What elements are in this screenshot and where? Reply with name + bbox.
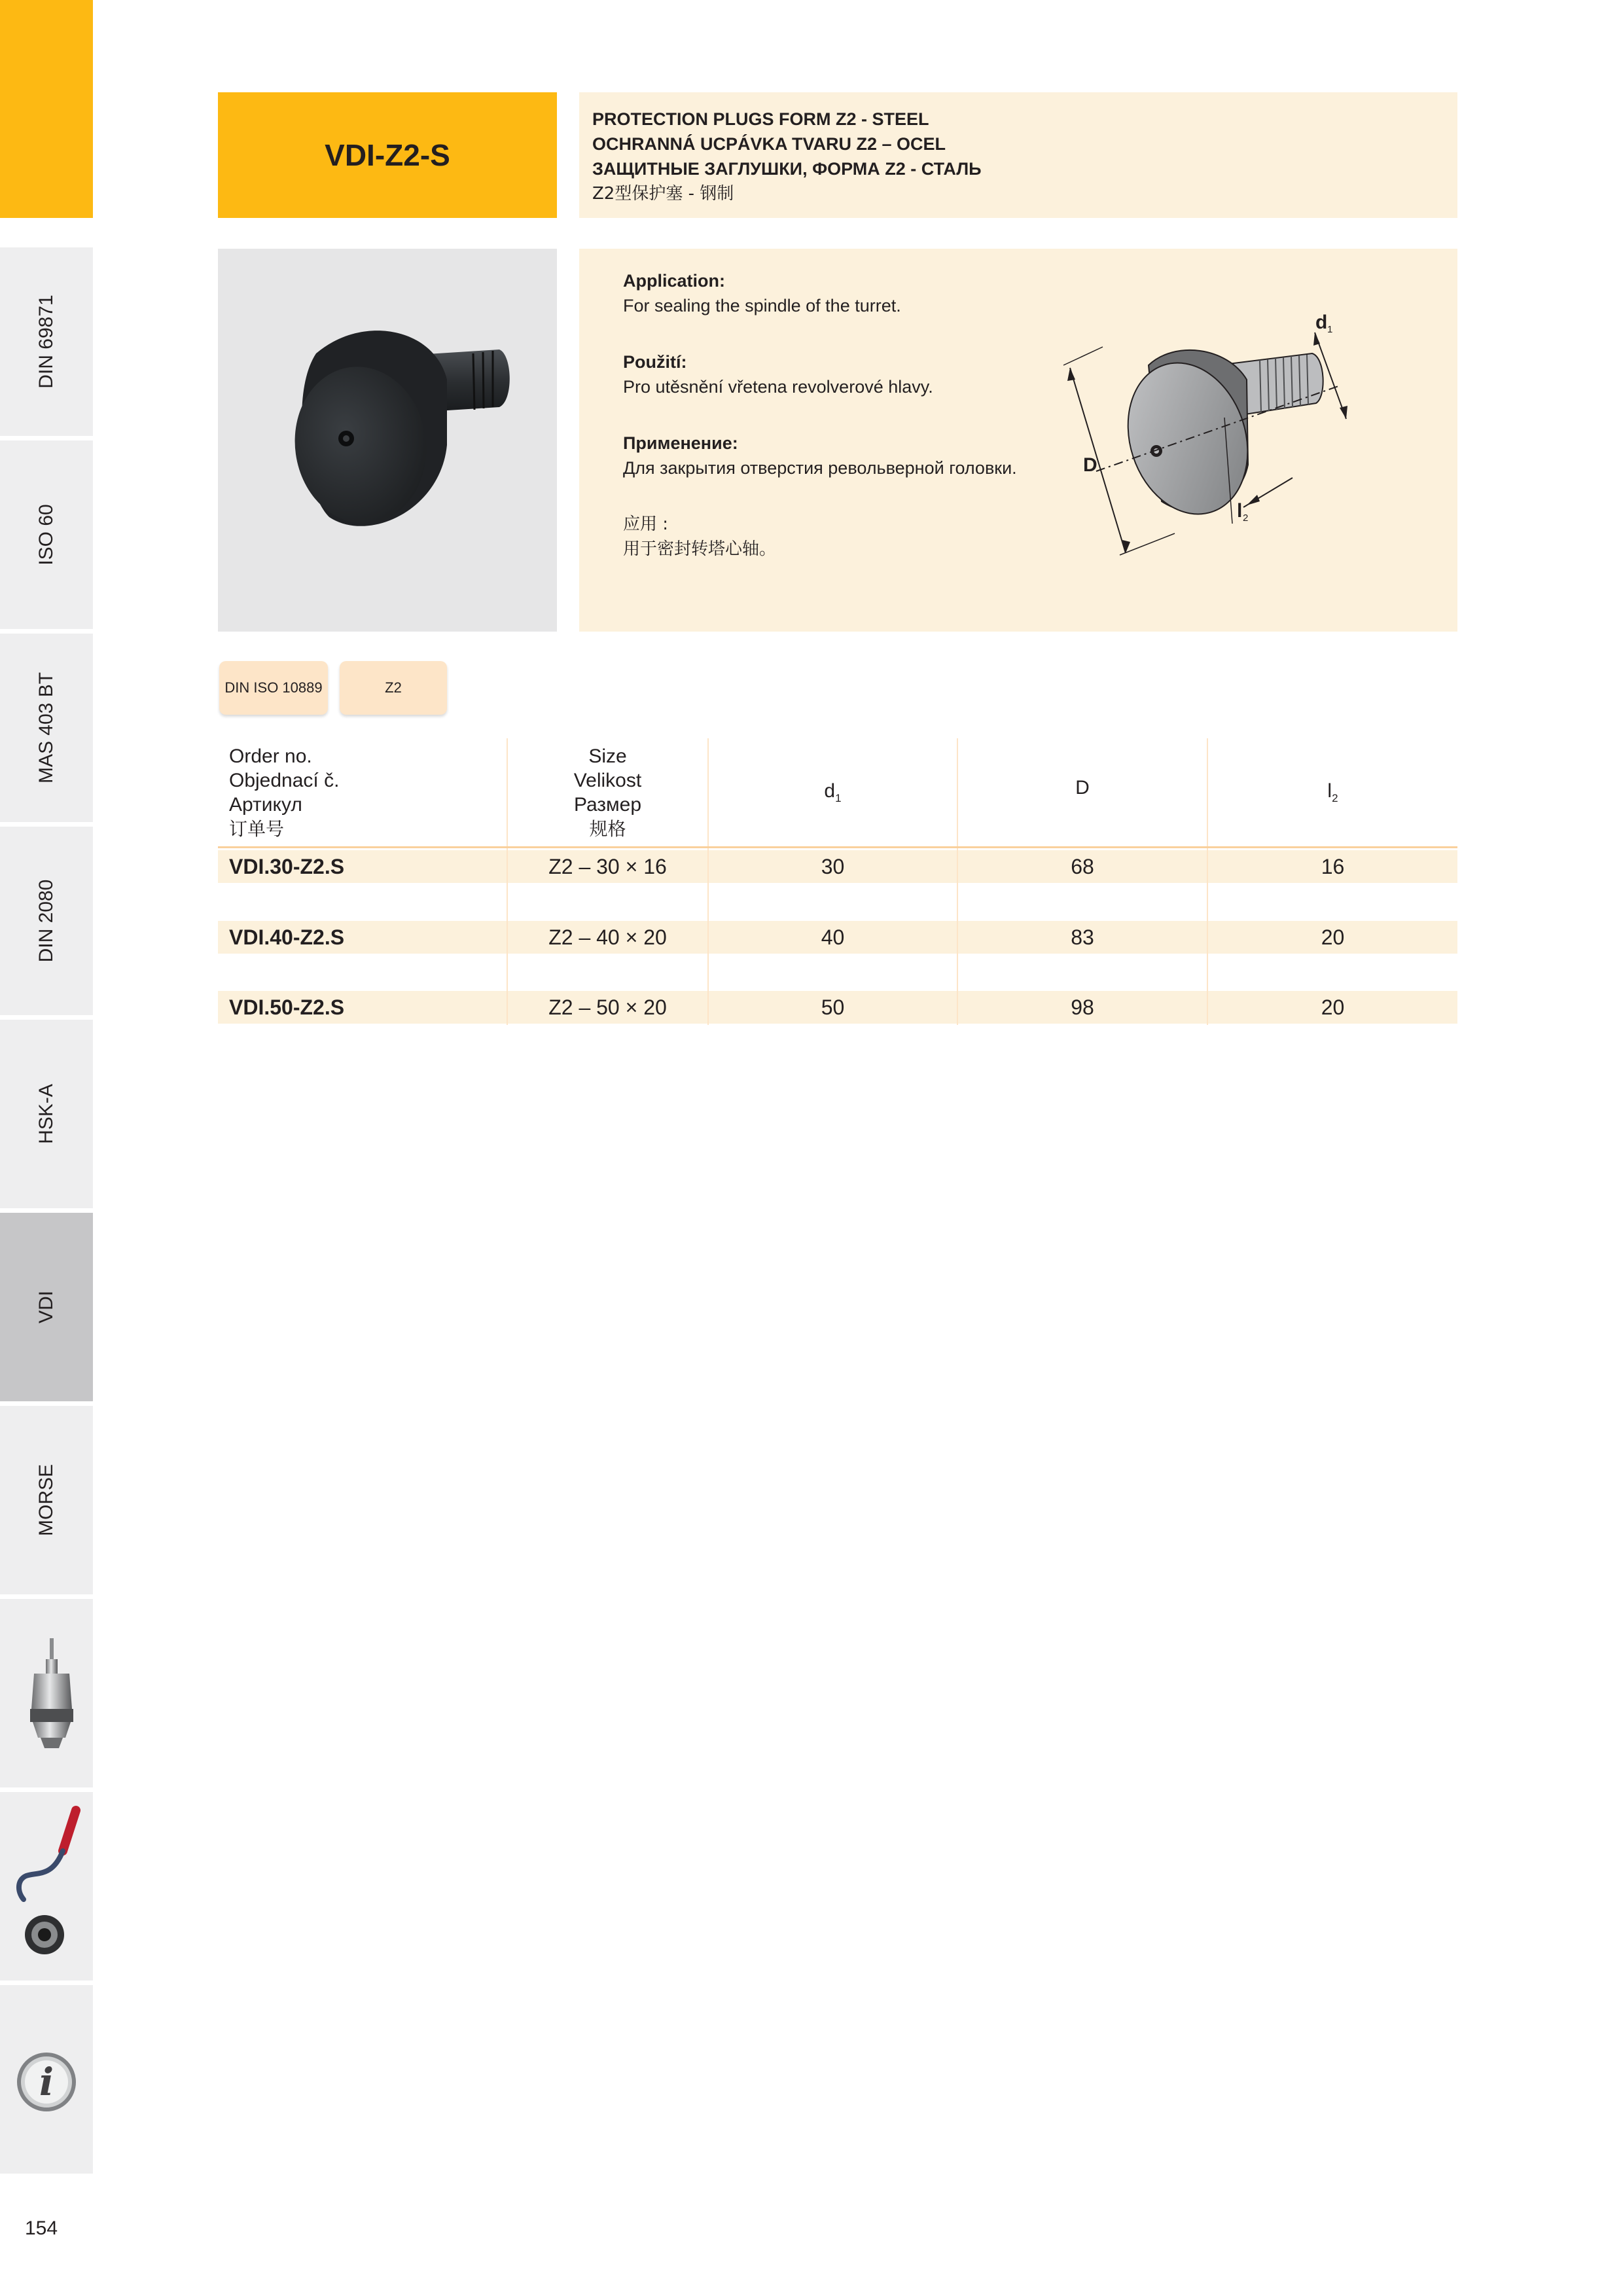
application-panel bbox=[579, 249, 1457, 632]
application-cz bbox=[623, 350, 1081, 399]
info-icon bbox=[0, 1985, 93, 2174]
sidebar-tab-label: DIN 69871 bbox=[35, 295, 57, 389]
norm-badge-z2: Z2 bbox=[340, 661, 447, 715]
technical-drawing bbox=[1083, 308, 1436, 596]
sidebar-tab-label: MORSE bbox=[35, 1463, 57, 1537]
header-size-ru: Размер bbox=[573, 793, 642, 816]
product-photo bbox=[218, 249, 557, 632]
table-row-order: VDI.40-Z2.S bbox=[229, 925, 345, 949]
header-order-en: Order no. bbox=[229, 745, 312, 767]
header-l2 bbox=[1208, 738, 1457, 846]
application-heading: Použití: bbox=[623, 352, 687, 372]
table-row-l2: 16 bbox=[1321, 854, 1345, 878]
sidebar-tab-hsk-a[interactable] bbox=[0, 1020, 93, 1208]
application-heading: Application: bbox=[623, 271, 725, 291]
header-d1-symbol: d bbox=[824, 780, 836, 802]
header-order-ru: Артикул bbox=[229, 793, 302, 816]
subtitle-en: PROTECTION PLUGS FORM Z2 - STEEL bbox=[592, 109, 929, 129]
table-row-D: 98 bbox=[1071, 995, 1094, 1019]
subtitle-block bbox=[579, 92, 1457, 218]
header-order-cz: Objednací č. bbox=[229, 769, 340, 791]
sidebar-tab-vdi[interactable] bbox=[0, 1213, 93, 1401]
svg-text:i: i bbox=[39, 2060, 54, 2104]
table-row-d1: 30 bbox=[821, 854, 845, 878]
table-row-order: VDI.50-Z2.S bbox=[229, 995, 345, 1019]
header-order-cn: 订单号 bbox=[229, 817, 285, 840]
header-size bbox=[508, 738, 707, 846]
page-number: 154 bbox=[25, 2217, 58, 2239]
sidebar-tab-drill-chuck[interactable] bbox=[0, 1599, 93, 1787]
header-rule bbox=[218, 846, 1457, 848]
header-d1-subscript: 1 bbox=[835, 791, 842, 804]
label-d1: d bbox=[1315, 312, 1328, 333]
header-l2-symbol: l bbox=[1327, 780, 1332, 802]
label-d1-sub: 1 bbox=[1327, 324, 1333, 335]
header-size-en: Size bbox=[588, 745, 627, 767]
header-order-no bbox=[229, 738, 504, 846]
sidebar-tab-label: VDI bbox=[35, 1290, 57, 1324]
label-l2-sub: 2 bbox=[1243, 512, 1249, 524]
table-row-l2: 20 bbox=[1321, 995, 1345, 1019]
subtitle-cz: OCHRANNÁ UCPÁVKA TVARU Z2 – OCEL bbox=[592, 134, 946, 154]
table-row-D: 68 bbox=[1071, 854, 1094, 878]
table-row-size: Z2 – 30 × 16 bbox=[548, 854, 667, 878]
table-row-d1: 40 bbox=[821, 925, 845, 949]
header-d1 bbox=[709, 738, 957, 846]
sidebar-tab-hook-wrench[interactable] bbox=[0, 1792, 93, 1981]
subtitle-cn: Z2型保护塞 - 钢制 bbox=[592, 184, 734, 204]
application-text: For sealing the spindle of the turret. bbox=[623, 296, 901, 315]
subtitle-ru: ЗАЩИТНЫЕ ЗАГЛУШКИ, ФОРМА Z2 - СТАЛЬ bbox=[592, 159, 982, 179]
table-row-d1: 50 bbox=[821, 995, 845, 1019]
application-heading: Применение: bbox=[623, 433, 738, 453]
table-row-order: VDI.30-Z2.S bbox=[229, 854, 345, 878]
application-cn bbox=[623, 512, 1081, 562]
table-row-D: 83 bbox=[1071, 925, 1094, 949]
sidebar-tab-mas-403-bt[interactable] bbox=[0, 634, 93, 822]
sidebar-tab-label: DIN 2080 bbox=[35, 879, 57, 963]
application-text: Для закрытия отверстия револьверной головки. bbox=[623, 458, 1017, 478]
sidebar-tab-label: ISO 60 bbox=[35, 504, 57, 565]
header-D bbox=[958, 738, 1207, 846]
sidebar-accent-block bbox=[0, 0, 93, 218]
application-heading: 应用 : bbox=[623, 514, 669, 534]
sidebar-tab-iso-60[interactable] bbox=[0, 440, 93, 629]
product-title: VDI-Z2-S bbox=[218, 92, 557, 218]
hook-wrench-icon bbox=[0, 1792, 93, 1981]
application-text: 用于密封转塔心轴。 bbox=[623, 539, 777, 559]
protection-plug-image bbox=[218, 249, 557, 632]
table-row-size: Z2 – 50 × 20 bbox=[548, 995, 667, 1019]
sidebar-tab-din-69871[interactable] bbox=[0, 247, 93, 436]
sidebar-tab-label: HSK-A bbox=[35, 1084, 57, 1144]
header-size-cn: 规格 bbox=[589, 817, 626, 840]
label-D: D bbox=[1083, 454, 1097, 476]
header-size-cz: Velikost bbox=[573, 769, 642, 791]
sidebar-tab-label: MAS 403 BT bbox=[35, 672, 57, 784]
header-D-symbol: D bbox=[1075, 776, 1090, 798]
sidebar-tab-din-2080[interactable] bbox=[0, 827, 93, 1015]
application-text: Pro utěsnění vřetena revolverové hlavy. bbox=[623, 377, 933, 397]
table-row-size: Z2 – 40 × 20 bbox=[548, 925, 667, 949]
header-l2-subscript: 2 bbox=[1332, 791, 1338, 804]
application-en bbox=[623, 268, 1081, 318]
table-row-l2: 20 bbox=[1321, 925, 1345, 949]
sidebar-tab-info[interactable] bbox=[0, 1985, 93, 2174]
norm-badge-din-iso-10889: DIN ISO 10889 bbox=[219, 661, 328, 715]
sidebar-tab-morse[interactable] bbox=[0, 1406, 93, 1594]
application-ru bbox=[623, 431, 1081, 480]
label-l2: l bbox=[1237, 500, 1243, 522]
spec-table bbox=[218, 738, 1457, 1025]
drill-chuck-icon bbox=[0, 1599, 93, 1787]
